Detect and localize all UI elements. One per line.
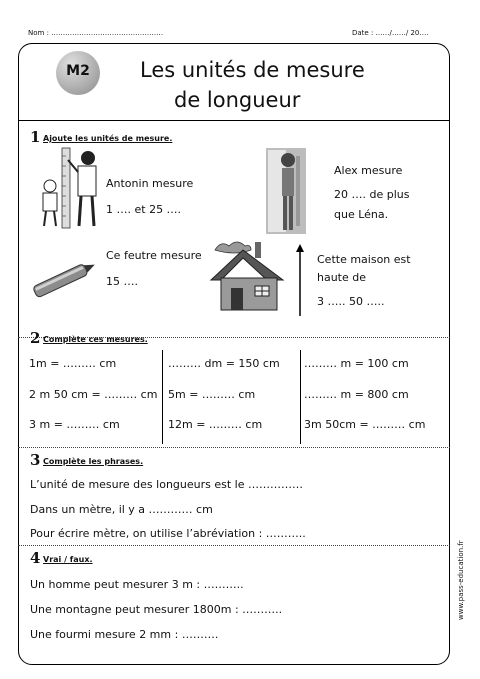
ex3-sentence: L’unité de mesure des longueurs est le …………… [30,478,303,491]
maison-line1: Cette maison est [317,253,411,266]
antonin-line1: Antonin mesure [106,177,194,190]
ex2-col3-item: 3m 50cm = ……… cm [304,418,426,431]
alex-line2: 20 …. de plus [334,188,410,201]
antonin-line2: 1 …. et 25 …. [106,203,182,216]
exercise-2-instruction: Complète ces mesures. [43,335,148,344]
exercise-3-instruction: Complète les phrases. [43,457,144,466]
alex-line3: que Léna. [334,208,389,221]
column-divider [300,350,301,444]
page-title-line2: de longueur [174,88,301,112]
maison-line2: haute de [317,271,367,284]
ex3-sentence: Dans un mètre, il y a ………… cm [30,503,213,516]
exercise-4-number: 4 [30,549,41,567]
column-divider [162,350,163,444]
section-separator [18,545,450,546]
ex2-col1-item: 1m = ……… cm [29,357,117,370]
felt-pen-illustration [26,258,102,300]
house-illustration [207,236,285,314]
exercise-1-instruction: Ajoute les unités de mesure. [43,134,173,143]
publisher-url [457,520,469,620]
exercise-4-instruction: Vrai / faux. [43,555,93,564]
children-measuring-illustration [26,146,102,230]
exercise-2-number: 2 [30,329,41,347]
ex2-col2-item: 12m = ……… cm [168,418,263,431]
publisher-url-text: www.pass-education.fr [457,540,465,620]
exercise-3-number: 3 [30,451,41,469]
girl-measuring-photo [266,148,306,234]
page-title-line1: Les unités de mesure [140,58,365,82]
ex2-col2-item: 5m = ……… cm [168,388,256,401]
ex4-statement: Une fourmi mesure 2 mm : ………. [30,628,219,641]
ex4-statement: Un homme peut mesurer 3 m : ……….. [30,578,244,591]
section-separator [18,447,450,448]
feutre-line2: 15 …. [106,275,138,288]
height-arrow-icon [294,244,306,316]
feutre-line1: Ce feutre mesure [106,249,202,262]
maison-line3: 3 ….. 50 ….. [317,295,385,308]
exercise-1-number: 1 [30,128,41,146]
ex4-statement: Une montagne peut mesurer 1800m : ……….. [30,603,283,616]
level-badge-label: M2 [66,63,90,79]
ex2-col3-item: ……… m = 800 cm [304,388,409,401]
title-divider [18,120,450,121]
alex-line1: Alex mesure [334,164,403,177]
ex2-col1-item: 2 m 50 cm = ……… cm [29,388,158,401]
level-badge [56,51,100,95]
date-field-label: Date : ……/……/ 20…. [352,29,429,37]
ex3-sentence: Pour écrire mètre, on utilise l’abréviation : ……….. [30,527,306,540]
ex2-col1-item: 3 m = ……… cm [29,418,120,431]
ex2-col3-item: ……… m = 100 cm [304,357,409,370]
ex2-col2-item: ……… dm = 150 cm [168,357,280,370]
name-field-label: Nom : ………………………………………… [28,29,164,37]
